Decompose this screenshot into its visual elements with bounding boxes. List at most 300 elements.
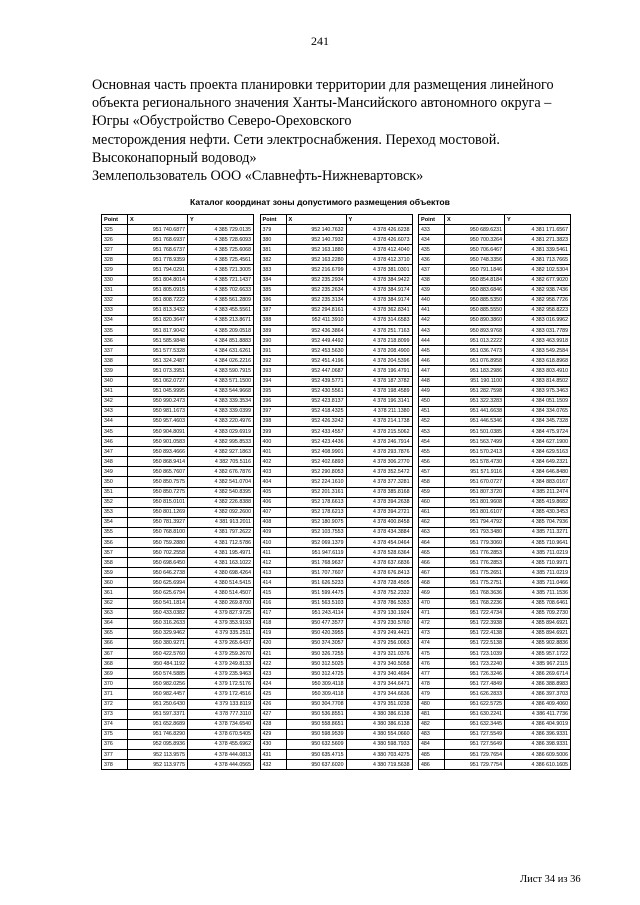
y-cell: 4 378 384.9422	[346, 275, 412, 285]
point-cell: 360	[102, 578, 128, 588]
point-cell: 381	[260, 245, 286, 255]
point-cell: 343	[102, 406, 128, 416]
table-row	[102, 709, 254, 719]
x-cell: 950 890.3860	[445, 315, 505, 325]
table-row	[260, 649, 412, 659]
column-header-y: Y	[188, 215, 254, 225]
y-cell: 4 384 334.0765	[505, 406, 571, 416]
table-row	[102, 447, 254, 457]
point-cell: 409	[260, 527, 286, 537]
y-cell: 4 386 409.4060	[505, 699, 571, 709]
point-cell: 358	[102, 558, 128, 568]
y-cell: 4 381 913.2011	[188, 517, 254, 527]
x-cell: 950 748.3356	[445, 255, 505, 265]
y-cell: 4 380 386.6138	[346, 719, 412, 729]
table-row	[419, 588, 571, 598]
table-row	[419, 598, 571, 608]
point-cell: 458	[419, 477, 445, 487]
table-row	[260, 588, 412, 598]
x-cell: 950 854.8184	[445, 275, 505, 285]
x-cell: 952 235.2934	[286, 275, 346, 285]
y-cell: 4 378 670.5405	[188, 729, 254, 739]
table-row	[102, 467, 254, 477]
table-row	[419, 729, 571, 739]
table-row	[260, 406, 412, 416]
point-cell: 382	[260, 255, 286, 265]
x-cell: 950 536.8551	[286, 709, 346, 719]
x-cell: 951 577.5328	[128, 346, 188, 356]
table-row	[419, 457, 571, 467]
x-cell: 951 250.6430	[128, 699, 188, 709]
x-cell: 951 794.0291	[128, 265, 188, 275]
point-cell: 407	[260, 507, 286, 517]
x-cell: 950 702.2558	[128, 548, 188, 558]
point-cell: 362	[102, 598, 128, 608]
x-cell: 951 630.2241	[445, 709, 505, 719]
x-cell: 951 563.7499	[445, 437, 505, 447]
point-cell: 380	[260, 235, 286, 245]
x-cell: 951 722.3938	[445, 618, 505, 628]
point-cell: 406	[260, 497, 286, 507]
x-cell: 951 807.3720	[445, 487, 505, 497]
point-cell: 350	[102, 477, 128, 487]
point-cell: 359	[102, 568, 128, 578]
heading-line: объекта регионального значения Ханты-Мансийского автономного округа –	[92, 95, 552, 112]
column-header-x: X	[445, 215, 505, 225]
y-cell: 4 379 249.4421	[346, 628, 412, 638]
x-cell: 950 801.1269	[128, 507, 188, 517]
y-cell: 4 382 958.7726	[505, 295, 571, 305]
y-cell: 4 382 677.9020	[505, 275, 571, 285]
table-row	[102, 659, 254, 669]
table-row	[419, 699, 571, 709]
x-cell: 951 563.5103	[286, 598, 346, 608]
point-cell: 425	[260, 689, 286, 699]
table-row	[102, 497, 254, 507]
x-cell: 951 013.2222	[445, 336, 505, 346]
table-row	[102, 739, 254, 749]
y-cell: 4 385 710.9641	[505, 538, 571, 548]
x-cell: 952 449.4492	[286, 336, 346, 346]
point-cell: 341	[102, 386, 128, 396]
y-cell: 4 381 195.4971	[188, 548, 254, 558]
y-cell: 4 383 590.7915	[188, 366, 254, 376]
table-row	[102, 305, 254, 315]
table-row	[260, 749, 412, 759]
x-cell: 951 722.4138	[445, 628, 505, 638]
table-row	[260, 709, 412, 719]
y-cell: 4 380 514.4507	[188, 588, 254, 598]
point-cell: 450	[419, 396, 445, 406]
point-cell: 481	[419, 709, 445, 719]
y-cell: 4 379 249.8133	[188, 659, 254, 669]
y-cell: 4 386 610.1605	[505, 760, 571, 770]
table-row	[260, 245, 412, 255]
x-cell: 952 235.2634	[286, 285, 346, 295]
x-cell: 951 776.2853	[445, 558, 505, 568]
y-cell: 4 385 419.8682	[505, 497, 571, 507]
x-cell: 950 329.9462	[128, 628, 188, 638]
x-cell: 951 723.2240	[445, 659, 505, 669]
table-row	[419, 366, 571, 376]
y-cell: 4 378 434.3884	[346, 527, 412, 537]
y-cell: 4 380 514.5415	[188, 578, 254, 588]
point-cell: 453	[419, 426, 445, 436]
table-row	[260, 517, 412, 527]
table-row	[419, 679, 571, 689]
x-cell: 950 850.7575	[128, 477, 188, 487]
table-row	[419, 689, 571, 699]
table-row	[419, 659, 571, 669]
y-cell: 4 378 377.3281	[346, 477, 412, 487]
point-cell: 442	[419, 315, 445, 325]
y-cell: 4 385 209.0518	[188, 326, 254, 336]
x-cell: 950 646.2738	[128, 568, 188, 578]
table-row	[102, 719, 254, 729]
point-cell: 474	[419, 638, 445, 648]
x-cell: 950 598.9539	[286, 729, 346, 739]
point-cell: 448	[419, 376, 445, 386]
point-cell: 430	[260, 739, 286, 749]
point-cell: 402	[260, 457, 286, 467]
point-cell: 403	[260, 467, 286, 477]
table-row	[419, 760, 571, 770]
y-cell: 4 378 400.8458	[346, 517, 412, 527]
table-row	[419, 497, 571, 507]
column-header-x: X	[286, 215, 346, 225]
point-cell: 411	[260, 548, 286, 558]
coordinate-table	[260, 214, 413, 770]
x-cell: 952 178.6613	[286, 497, 346, 507]
x-cell: 951 441.6638	[445, 406, 505, 416]
table-row	[102, 729, 254, 739]
point-cell: 384	[260, 275, 286, 285]
table-row	[419, 426, 571, 436]
table-row	[102, 608, 254, 618]
y-cell: 4 378 455.6962	[188, 739, 254, 749]
table-row	[419, 346, 571, 356]
y-cell: 4 382 705.5116	[188, 457, 254, 467]
table-row	[260, 618, 412, 628]
x-cell: 952 436.3864	[286, 326, 346, 336]
y-cell: 4 382 541.0704	[188, 477, 254, 487]
x-cell: 951 190.1100	[445, 376, 505, 386]
y-cell: 4 379 172.4516	[188, 689, 254, 699]
y-cell: 4 378 426.6238	[346, 225, 412, 235]
point-cell: 377	[102, 749, 128, 759]
y-cell: 4 381 171.6567	[505, 225, 571, 235]
x-cell: 950 637.6020	[286, 760, 346, 770]
y-cell: 4 379 321.0376	[346, 649, 412, 659]
table-row	[419, 437, 571, 447]
table-row	[102, 437, 254, 447]
point-cell: 440	[419, 295, 445, 305]
table-row	[260, 295, 412, 305]
column-header-point: Point	[102, 215, 128, 225]
y-cell: 4 383 544.9668	[188, 386, 254, 396]
y-cell: 4 385 957.1722	[505, 649, 571, 659]
table-row	[102, 326, 254, 336]
x-cell: 952 426.3242	[286, 416, 346, 426]
table-row	[102, 426, 254, 436]
table-row	[102, 315, 254, 325]
x-cell: 952 224.1610	[286, 477, 346, 487]
x-cell: 951 817.9042	[128, 326, 188, 336]
y-cell: 4 379 827.9725	[188, 608, 254, 618]
table-row	[102, 527, 254, 537]
y-cell: 4 381 797.2622	[188, 527, 254, 537]
table-row	[260, 739, 412, 749]
x-cell: 951 446.5346	[445, 416, 505, 426]
table-row	[419, 608, 571, 618]
point-cell: 460	[419, 497, 445, 507]
y-cell: 4 385 708.6461	[505, 598, 571, 608]
y-cell: 4 381 163.1022	[188, 558, 254, 568]
point-cell: 479	[419, 689, 445, 699]
y-cell: 4 378 394.2638	[346, 497, 412, 507]
point-cell: 345	[102, 426, 128, 436]
x-cell: 952 178.6213	[286, 507, 346, 517]
x-cell: 952 402.6893	[286, 457, 346, 467]
y-cell: 4 383 031.7789	[505, 326, 571, 336]
x-cell: 951 775.2751	[445, 578, 505, 588]
point-cell: 418	[260, 618, 286, 628]
point-cell: 389	[260, 326, 286, 336]
x-cell: 952 216.6799	[286, 265, 346, 275]
point-cell: 354	[102, 517, 128, 527]
point-cell: 339	[102, 366, 128, 376]
x-cell: 951 585.9848	[128, 336, 188, 346]
x-cell: 951 324.2487	[128, 356, 188, 366]
point-cell: 444	[419, 336, 445, 346]
y-cell: 4 385 728.6093	[188, 235, 254, 245]
y-cell: 4 382 676.7876	[188, 467, 254, 477]
y-cell: 4 380 598.7933	[346, 739, 412, 749]
x-cell: 952 201.3161	[286, 487, 346, 497]
point-cell: 462	[419, 517, 445, 527]
y-cell: 4 378 196.3141	[346, 396, 412, 406]
table-row	[102, 669, 254, 679]
table-row	[260, 346, 412, 356]
point-cell: 397	[260, 406, 286, 416]
point-cell: 366	[102, 638, 128, 648]
x-cell: 951 722.5138	[445, 638, 505, 648]
y-cell: 4 382 958.8223	[505, 305, 571, 315]
table-row	[419, 649, 571, 659]
point-cell: 332	[102, 295, 128, 305]
y-cell: 4 386 388.8983	[505, 679, 571, 689]
y-cell: 4 385 704.7936	[505, 517, 571, 527]
y-cell: 4 385 725.6068	[188, 245, 254, 255]
coordinate-tables	[101, 214, 571, 770]
x-cell: 951 727.5549	[445, 729, 505, 739]
point-cell: 390	[260, 336, 286, 346]
y-cell: 4 383 803.4910	[505, 366, 571, 376]
table-row	[419, 376, 571, 386]
y-cell: 4 378 204.5396	[346, 356, 412, 366]
point-cell: 484	[419, 739, 445, 749]
point-cell: 417	[260, 608, 286, 618]
y-cell: 4 378 246.7914	[346, 437, 412, 447]
x-cell: 951 501.0385	[445, 426, 505, 436]
y-cell: 4 378 412.3710	[346, 255, 412, 265]
x-cell: 950 477.3577	[286, 618, 346, 628]
y-cell: 4 383 975.3463	[505, 386, 571, 396]
point-cell: 439	[419, 285, 445, 295]
table-row	[260, 255, 412, 265]
x-cell: 952 163.1880	[286, 245, 346, 255]
y-cell: 4 379 172.5176	[188, 679, 254, 689]
x-cell: 952 140.7932	[286, 235, 346, 245]
table-row	[419, 245, 571, 255]
x-cell: 952 163.2280	[286, 255, 346, 265]
point-cell: 463	[419, 527, 445, 537]
x-cell: 950 990.2473	[128, 396, 188, 406]
point-cell: 454	[419, 437, 445, 447]
y-cell: 4 386 398.9331	[505, 739, 571, 749]
table-row	[419, 709, 571, 719]
x-cell: 951 804.8014	[128, 275, 188, 285]
point-cell: 378	[102, 760, 128, 770]
table-row	[260, 527, 412, 537]
x-cell: 951 626.5233	[286, 578, 346, 588]
table-row	[102, 548, 254, 558]
y-cell: 4 379 265.6437	[188, 638, 254, 648]
point-cell: 461	[419, 507, 445, 517]
point-cell: 449	[419, 386, 445, 396]
point-cell: 337	[102, 346, 128, 356]
y-cell: 4 379 344.6471	[346, 679, 412, 689]
table-row	[102, 376, 254, 386]
x-cell: 950 759.2880	[128, 538, 188, 548]
x-cell: 951 652.8689	[128, 719, 188, 729]
y-cell: 4 386 404.9019	[505, 719, 571, 729]
y-cell: 4 378 362.8341	[346, 305, 412, 315]
point-cell: 373	[102, 709, 128, 719]
x-cell: 951 183.2986	[445, 366, 505, 376]
y-cell: 4 385 725.4561	[188, 255, 254, 265]
y-cell: 4 383 339.3534	[188, 396, 254, 406]
point-cell: 451	[419, 406, 445, 416]
table-row	[102, 285, 254, 295]
x-cell: 951 282.7598	[445, 386, 505, 396]
point-cell: 434	[419, 235, 445, 245]
point-cell: 369	[102, 669, 128, 679]
y-cell: 4 385 213.8671	[188, 315, 254, 325]
y-cell: 4 385 561.2809	[188, 295, 254, 305]
x-cell: 950 484.1192	[128, 659, 188, 669]
table-row	[260, 265, 412, 275]
point-cell: 466	[419, 558, 445, 568]
y-cell: 4 378 384.9174	[346, 295, 412, 305]
x-cell: 950 904.8091	[128, 426, 188, 436]
table-row	[260, 669, 412, 679]
point-cell: 352	[102, 497, 128, 507]
y-cell: 4 383 339.0399	[188, 406, 254, 416]
y-cell: 4 383 029.6919	[188, 426, 254, 436]
table-row	[102, 679, 254, 689]
y-cell: 4 382 927.1863	[188, 447, 254, 457]
table-row	[102, 760, 254, 770]
table-row	[419, 275, 571, 285]
table-row	[260, 628, 412, 638]
y-cell: 4 385 710.9971	[505, 558, 571, 568]
x-cell: 951 779.3060	[445, 538, 505, 548]
x-cell: 951 570.2413	[445, 447, 505, 457]
point-cell: 398	[260, 416, 286, 426]
point-cell: 400	[260, 437, 286, 447]
x-cell: 950 689.6231	[445, 225, 505, 235]
point-cell: 472	[419, 618, 445, 628]
table-row	[260, 275, 412, 285]
x-cell: 951 036.7473	[445, 346, 505, 356]
x-cell: 951 768.6737	[128, 245, 188, 255]
point-cell: 357	[102, 548, 128, 558]
y-cell: 4 382 092.2600	[188, 507, 254, 517]
x-cell: 950 625.6794	[128, 588, 188, 598]
table-row	[419, 507, 571, 517]
y-cell: 4 384 345.7328	[505, 416, 571, 426]
table-row	[260, 467, 412, 477]
x-cell: 952 113.9775	[128, 760, 188, 770]
y-cell: 4 378 454.0464	[346, 538, 412, 548]
point-cell: 404	[260, 477, 286, 487]
table-row	[419, 326, 571, 336]
point-cell: 452	[419, 416, 445, 426]
table-row	[419, 638, 571, 648]
y-cell: 4 383 571.1500	[188, 376, 254, 386]
point-cell: 433	[419, 225, 445, 235]
table-row	[419, 749, 571, 759]
x-cell: 951 073.3951	[128, 366, 188, 376]
table-row	[260, 729, 412, 739]
point-cell: 340	[102, 376, 128, 386]
x-cell: 950 893.4666	[128, 447, 188, 457]
x-cell: 950 304.7708	[286, 699, 346, 709]
point-cell: 420	[260, 638, 286, 648]
point-cell: 329	[102, 265, 128, 275]
heading-line: месторождения нефти. Сети электроснабжения. Переход мостовой.	[92, 131, 500, 148]
table-row	[419, 467, 571, 477]
y-cell: 4 378 187.3782	[346, 376, 412, 386]
x-cell: 952 451.4196	[286, 356, 346, 366]
x-cell: 951 813.3432	[128, 305, 188, 315]
table-row	[102, 406, 254, 416]
x-cell: 951 768.9637	[286, 558, 346, 568]
y-cell: 4 382 226.8388	[188, 497, 254, 507]
point-cell: 387	[260, 305, 286, 315]
y-cell: 4 378 218.8099	[346, 336, 412, 346]
table-row	[419, 386, 571, 396]
y-cell: 4 385 721.1437	[188, 275, 254, 285]
point-cell: 446	[419, 356, 445, 366]
table-row	[419, 406, 571, 416]
y-cell: 4 378 352.5472	[346, 467, 412, 477]
x-cell: 951 805.0915	[128, 285, 188, 295]
y-cell: 4 385 430.3453	[505, 507, 571, 517]
table-row	[102, 265, 254, 275]
point-cell: 424	[260, 679, 286, 689]
x-cell: 951 597.3371	[128, 709, 188, 719]
y-cell: 4 383 549.2584	[505, 346, 571, 356]
point-cell: 431	[260, 749, 286, 759]
table-row	[102, 487, 254, 497]
point-cell: 372	[102, 699, 128, 709]
point-cell: 385	[260, 285, 286, 295]
point-cell: 438	[419, 275, 445, 285]
sheet-counter: Лист 34 из 36	[520, 874, 581, 885]
point-cell: 426	[260, 699, 286, 709]
